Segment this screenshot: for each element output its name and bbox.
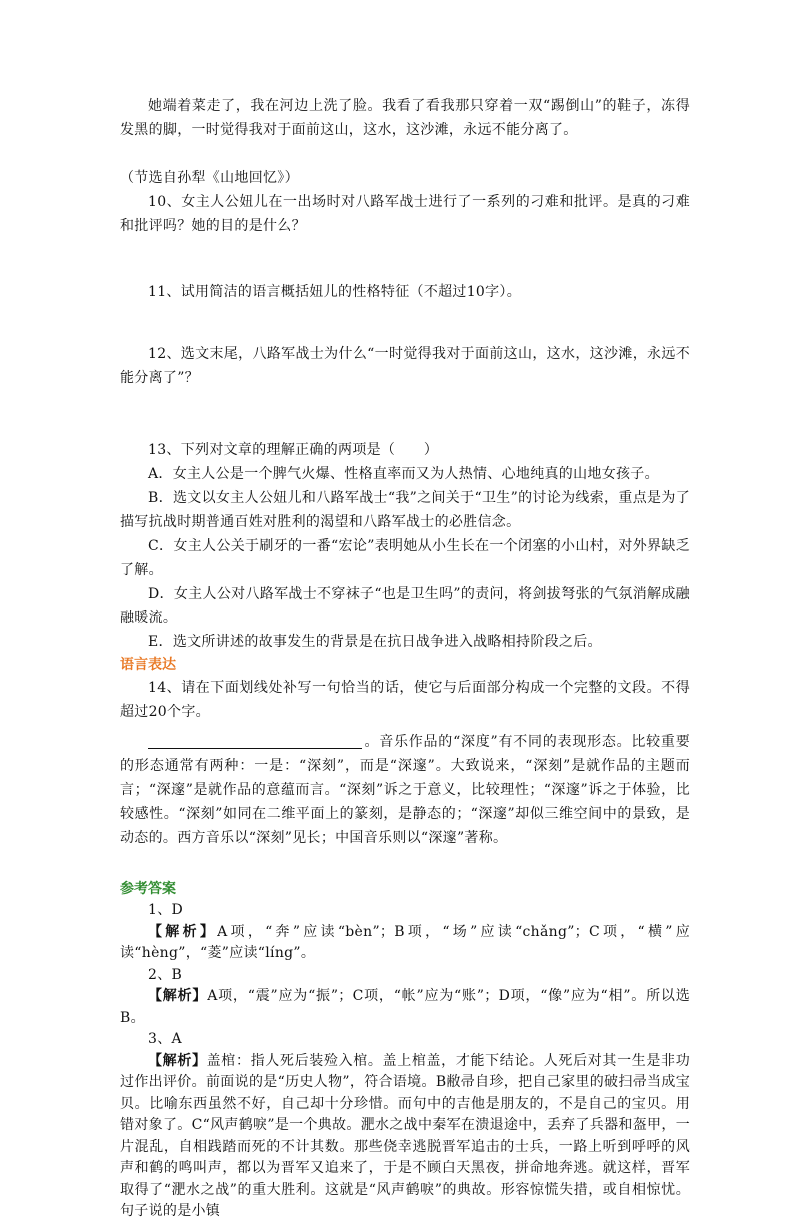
- answer-3-text: 盖棺：指人死后装殓入棺。盖上棺盖，才能下结论。人死后对其一生是非功过作出评价。前面说的是“历史人物”，符合语境。B敝帚自珍，把自己家里的破扫帚当成宝贝。比喻东西虽然不好，自己却十分珍惜。而句中的吉他是朋友的，不是自己的宝贝。用错对象了。C“风声鹤唳”是一个典故。淝水之战中秦军在溃退途中，丢弃了兵器和盔甲，一片混乱，自相践踏而死的不计其数。那些侥幸逃脱晋军追击的士兵，一路上听到呼呼的风声和鹤的鸣叫声，都以为晋军又追来了，于是不顾白天黑夜，拼命地奔逃。就这样，晋军取得了“淝水之战”的重大胜利。这就是“风声鹤唳”的典故。形容惊慌失措，或自相惊忧。句子说的是小镇: [120, 1052, 690, 1219]
- answer-3-analysis: [120, 1051, 690, 1223]
- passage-source: （节选自孙犁《山地回忆》）: [120, 170, 299, 186]
- answer-1-number: 1、D: [148, 902, 184, 918]
- question-13-stem: 13、下列对文章的理解正确的两项是（ ）: [148, 442, 439, 458]
- question-13-option-e: E．选文所讲述的故事发生的背景是在抗日战争进入战略相持阶段之后。: [148, 634, 602, 650]
- question-13-option-c: C．女主人公关于刷牙的一番“宏论”表明她从小生长在一个闭塞的小山村，对外界缺乏了解。: [120, 538, 690, 578]
- analysis-label: 【解析】: [148, 923, 218, 940]
- answer-2-text: A项，“震”应为“振”；C项，“帐”应为“账”；D项，“像”应为“相”。所以选B。: [120, 988, 690, 1026]
- answer-blank-line[interactable]: [148, 732, 362, 749]
- answer-3-number: 3、A: [148, 1031, 182, 1047]
- document-page: [120, 0, 690, 1223]
- analysis-label: 【解析】: [148, 988, 208, 1004]
- question-13-option-b: B．选文以女主人公妞儿和八路军战士“我”之间关于“卫生”的讨论为线索，重点是为了描写抗战时期普通百姓对胜利的渴望和八路军战士的必胜信念。: [120, 490, 690, 530]
- answer-list: [120, 900, 690, 1223]
- answer-1-text: A项，“奔”应读“bèn”；B项，“场”应读“chǎng”；C项，“横”应读“hèng”，“菱”应读“líng”。: [120, 923, 690, 961]
- answer-1-analysis: [120, 922, 690, 965]
- question-12: 12、选文末尾，八路军战士为什么“一时觉得我对于面前这山，这水，这沙滩，永远不能分离了”？: [120, 346, 690, 386]
- question-10: 10、女主人公妞儿在一出场时对八路军战士进行了一系列的刁难和批评。是真的刁难和批评吗？她的目的是什么？: [120, 194, 690, 234]
- section-heading-language: 语言表达: [120, 657, 176, 673]
- question-14-stem: 14、请在下面划线处补写一句恰当的话，使它与后面部分构成一个完整的文段。不得超过20个字。: [120, 680, 690, 720]
- question-11: 11、试用简洁的语言概括妞儿的性格特征（不超过10字）。: [148, 284, 522, 300]
- section-heading-answers: 参考答案: [120, 881, 176, 897]
- answer-2-analysis: [120, 986, 690, 1029]
- analysis-label: 【解析】: [148, 1052, 207, 1069]
- passage-paragraph: 她端着菜走了，我在河边上洗了脸。我看了看我那只穿着一双“踢倒山”的鞋子，冻得发黑的脚，一时觉得我对于面前这山，这水，这沙滩，永远不能分离了。: [120, 98, 690, 138]
- question-13-option-a: A．女主人公是一个脾气火爆、性格直率而又为人热情、心地纯真的山地女孩子。: [148, 466, 659, 482]
- question-14-body: [120, 730, 690, 850]
- question-13-option-d: D．女主人公对八路军战士不穿袜子“也是卫生吗”的责问，将剑拔弩张的气氛消解成融融暖流。: [120, 586, 690, 626]
- answer-2-number: 2、B: [148, 966, 183, 983]
- question-14-text: 。音乐作品的“深度”有不同的表现形态。比较重要的形态通常有两种：一是：“深刻”，而是“深邃”。大致说来，“深刻”是就作品的主题而言；“深邃”是就作品的意蕴而言。“深刻”诉之于意义，比较理性；“深邃”诉之于体验，比较感性。“深刻”如同在二维平面上的篆刻，是静态的；“深邃”却似三维空间中的景致，是动态的。西方音乐以“深刻”见长；中国音乐则以“深邃”著称。: [120, 734, 690, 846]
